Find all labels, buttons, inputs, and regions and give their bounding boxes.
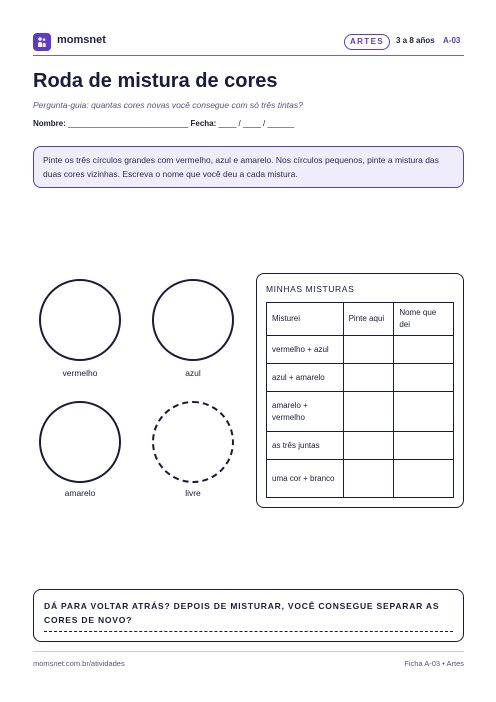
date-label: Fecha:: [190, 119, 217, 128]
guiding-question: Pergunta-guia: quantas cores novas você consegue com só três tintas?: [33, 100, 303, 110]
circle-amarelo[interactable]: [39, 401, 121, 483]
footer-divider: [33, 651, 464, 652]
paint-cell[interactable]: [343, 460, 394, 498]
circle-vermelho[interactable]: [39, 279, 121, 361]
my-mixes-panel: [256, 273, 464, 508]
name-blank[interactable]: ___________________________: [68, 119, 189, 128]
circle-label-amarelo: amarelo: [64, 488, 96, 498]
column-header: Pinte aqui: [343, 303, 394, 336]
age-range: 3 a 8 años: [396, 36, 435, 45]
paint-cell[interactable]: [343, 336, 394, 364]
mix-label: amarelo + vermelho: [267, 392, 344, 432]
paint-cell[interactable]: [343, 432, 394, 460]
circle-label-vermelho: vermelho: [62, 368, 98, 378]
reflection-box: [33, 589, 464, 642]
mix-label: as três juntas: [267, 432, 344, 460]
page-header: [33, 31, 464, 55]
instructions-box: Pinte os três círculos grandes com vermelho, azul e amarelo. Nos círculos pequenos, pinte a mistura das duas cores vizinhas. Escreva o nome que você deu a cada mistura.: [33, 146, 464, 188]
page-title: Roda de mistura de cores: [33, 70, 278, 92]
paint-cell[interactable]: [343, 392, 394, 432]
footer-sheet-id: Ficha A-03 • Artes: [404, 659, 464, 668]
mixes-table: [266, 302, 454, 498]
people-logo-icon: [33, 33, 51, 51]
mix-label: vermelho + azul: [267, 336, 344, 364]
circle-label-azul: azul: [185, 368, 201, 378]
circle-label-livre: livre: [185, 488, 201, 498]
answer-line[interactable]: [44, 631, 453, 632]
table-row: [267, 336, 454, 364]
date-blank[interactable]: ____ / ____ / ______: [218, 119, 295, 128]
mixes-title: MINHAS MISTURAS: [266, 284, 355, 294]
name-date-line: [33, 119, 294, 128]
brand-name: momsnet: [57, 34, 106, 46]
name-label: Nombre:: [33, 119, 66, 128]
worksheet-code: A-03: [443, 36, 461, 45]
circle-azul[interactable]: [152, 279, 234, 361]
subject-pill: ARTES: [344, 34, 390, 50]
name-cell[interactable]: [394, 460, 454, 498]
mix-label: azul + amarelo: [267, 364, 344, 392]
mix-label: uma cor + branco: [267, 460, 344, 498]
table-row: [267, 392, 454, 432]
table-row: [267, 364, 454, 392]
name-cell[interactable]: [394, 336, 454, 364]
table-header-row: [267, 303, 454, 336]
table-row: [267, 432, 454, 460]
name-cell[interactable]: [394, 364, 454, 392]
circle-livre[interactable]: [152, 401, 234, 483]
paint-cell[interactable]: [343, 364, 394, 392]
name-cell[interactable]: [394, 432, 454, 460]
header-divider: [33, 55, 464, 56]
reflection-question: DÁ PARA VOLTAR ATRÁS? DEPOIS DE MISTURAR, VOCÊ CONSEGUE SEPARAR AS CORES DE NOVO?: [44, 601, 440, 625]
column-header: Nome que dei: [394, 303, 454, 336]
column-header: Misturei: [267, 303, 344, 336]
table-row: [267, 460, 454, 498]
name-cell[interactable]: [394, 392, 454, 432]
footer-url: momsnet.com.br/atividades: [33, 659, 125, 668]
